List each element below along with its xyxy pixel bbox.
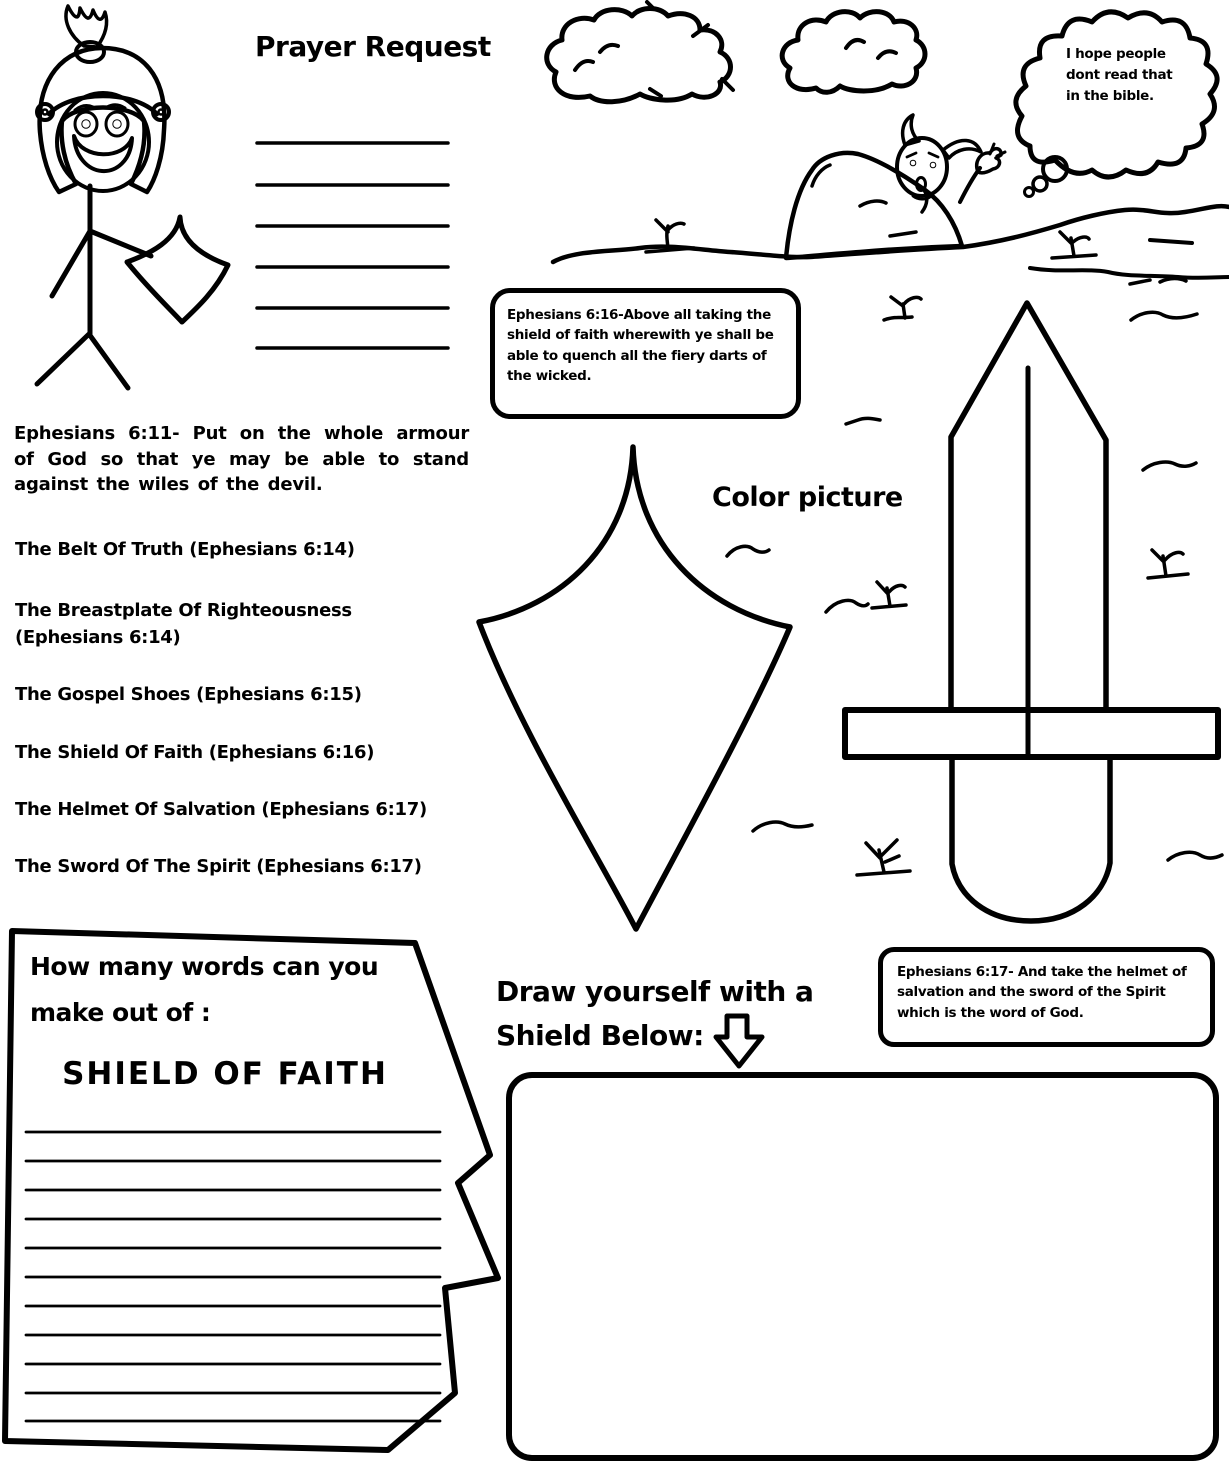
armor-item-shield: The Shield Of Faith (Ephesians 6:16): [15, 742, 375, 763]
grass-stroke: [857, 840, 910, 875]
helmet-curl-center: [159, 110, 164, 115]
cloud-detail: [846, 40, 896, 58]
grass-tuft-icon: [884, 297, 921, 320]
cloud-icon: [547, 9, 731, 102]
devil-eye: [930, 162, 936, 168]
ground-line-lower: [1030, 268, 1229, 278]
armor-item-helmet: The Helmet Of Salvation (Ephesians 6:17): [15, 799, 427, 820]
squiggle: [727, 546, 769, 556]
armor-item-sword: The Sword Of The Spirit (Ephesians 6:17): [15, 856, 422, 877]
squiggle: [1130, 279, 1186, 285]
verse-box-eph-6-17: [878, 947, 1215, 1047]
verse-text-eph-6-16: Ephesians 6:16-Above all taking the shield of faith wherewith ye shall be able to quench all the fiery darts of the wicked.: [507, 307, 774, 384]
squiggle: [1143, 462, 1196, 470]
grass-stroke: [1052, 232, 1096, 258]
armor-intro-text: Ephesians 6:11- Put on the whole armour of God so that ye may be able to stand against the wiles of the devil.: [14, 423, 469, 496]
devil-eye: [910, 160, 916, 166]
squiggle: [1131, 312, 1197, 320]
ground-dash: [1150, 240, 1192, 243]
devil-horn-right: [943, 140, 981, 158]
small-shield-icon: [127, 217, 228, 322]
grass-stroke: [872, 582, 906, 608]
devil-illustration: [897, 115, 1005, 202]
devil-brows: [907, 153, 938, 157]
character-illustration: [37, 6, 228, 388]
prayer-request-title: Prayer Request: [255, 30, 491, 63]
verse-box-eph-6-16: [490, 288, 801, 419]
cloud-detail: [575, 45, 618, 70]
draw-prompt: [496, 970, 813, 1058]
sword-hilt: [952, 757, 1110, 921]
color-picture-label: Color picture: [712, 482, 903, 513]
grass-tuft-icon: [1052, 232, 1096, 258]
rock-illustration: [786, 153, 962, 258]
helmet-curl-center: [43, 110, 48, 115]
writing-line: [257, 143, 448, 348]
pupil: [82, 120, 90, 128]
squiggle: [753, 822, 812, 831]
draw-prompt-line2: Shield Below:: [496, 1019, 704, 1053]
body-limbs: [37, 186, 151, 388]
field-squiggles: [727, 279, 1222, 876]
sword-outline: [845, 303, 1218, 921]
squiggle: [1168, 852, 1222, 860]
eye: [75, 112, 97, 136]
grass-stroke: [884, 297, 921, 320]
word-game-prompt: How many words can you make out of :: [30, 952, 379, 1028]
thought-bubble-text: I hope people dont read that in the bible.: [1066, 46, 1173, 104]
prayer-writing-lines: [257, 143, 448, 348]
grass-tuft-icon: [872, 582, 906, 608]
eye: [106, 112, 128, 136]
squiggle: [826, 600, 868, 612]
grass-tuft-icon: [857, 840, 910, 875]
pupil: [113, 120, 121, 128]
horizon-line: [553, 206, 1229, 262]
large-shield-outline: [479, 447, 790, 929]
cloud-icon: [782, 12, 925, 93]
thought-trail-bubble: [1025, 188, 1034, 197]
armor-item-breastplate: The Breastplate Of Righteousness (Ephesians 6:14): [15, 600, 352, 648]
grass-stroke: [1148, 550, 1188, 578]
rock-detail: [812, 165, 927, 236]
word-list-lines: [26, 1132, 440, 1421]
mouth: [74, 136, 132, 171]
cloud-outline: [782, 12, 925, 93]
shield-shape: [479, 447, 790, 929]
thought-trail-bubble: [1033, 177, 1047, 191]
rock-outline: [786, 153, 962, 258]
draw-prompt-line1: Draw yourself with a: [496, 975, 814, 1008]
top-scene-ground: [553, 206, 1229, 278]
word-game-word: SHIELD OF FAITH: [62, 1056, 388, 1092]
armor-item-belt: The Belt Of Truth (Ephesians 6:14): [15, 539, 355, 560]
drawing-area-box: [506, 1072, 1219, 1461]
verse-text-eph-6-17: Ephesians 6:17- And take the helmet of salvation and the sword of the Spirit which is the word of God.: [897, 964, 1187, 1021]
cloud-outline: [547, 9, 731, 102]
armor-item-gospel-shoes: The Gospel Shoes (Ephesians 6:15): [15, 684, 362, 705]
sword-crossguard: [845, 710, 1218, 757]
squiggle: [846, 418, 880, 424]
grass-tuft-icon: [1148, 550, 1188, 578]
